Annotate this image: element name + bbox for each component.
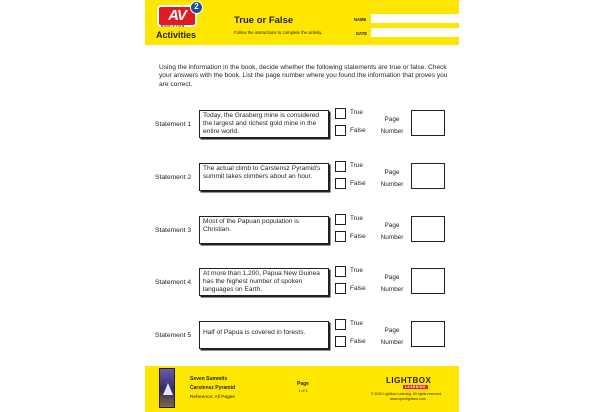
false-checkbox[interactable] <box>335 283 346 294</box>
true-checkbox[interactable] <box>335 108 346 119</box>
false-label: False <box>350 233 366 240</box>
false-label: False <box>350 338 366 345</box>
page-number-field[interactable] <box>411 321 445 347</box>
header-band <box>145 0 459 45</box>
activities-label: Activities <box>156 30 197 40</box>
lightbox-sublabel: LEARNING <box>405 385 426 389</box>
mountain-icon <box>163 383 173 395</box>
statement-text: Half of Papua is covered in forests. <box>199 321 329 349</box>
statement-row <box>145 163 459 193</box>
page-number-field[interactable] <box>411 216 445 242</box>
statement-text: At more than 1,200, Papua New Guinea has the highest number of spoken languages on Earth. <box>199 268 329 296</box>
true-checkbox[interactable] <box>335 214 346 225</box>
logo-text: AV <box>157 5 197 27</box>
av2-logo <box>157 2 201 29</box>
book-cover-image <box>159 368 175 408</box>
true-label: True <box>350 215 363 222</box>
true-checkbox[interactable] <box>335 161 346 172</box>
footer-band <box>145 366 459 412</box>
statement-row <box>145 321 459 351</box>
page-number-label: Page Number <box>380 116 404 135</box>
page-label: Page <box>297 381 309 387</box>
page-count: 1 of 1 <box>298 389 308 393</box>
statement-row <box>145 268 459 298</box>
statement-text: Today, the Grasberg mine is considered the largest and richest gold mine in the entire world. <box>199 110 329 138</box>
logo-number: 2 <box>190 1 203 14</box>
page-number-label: Page Number <box>380 274 404 293</box>
false-checkbox[interactable] <box>335 336 346 347</box>
true-label: True <box>350 162 363 169</box>
name-field[interactable] <box>371 14 459 23</box>
statement-label: Statement 1 <box>155 121 192 128</box>
true-label: True <box>350 109 363 116</box>
instructions-text: Follow the instructions to complete the activity. <box>234 30 323 35</box>
website-link[interactable]: www.openlightbox.com <box>390 397 426 401</box>
date-label: DATE <box>356 31 368 36</box>
page-number-field[interactable] <box>411 163 445 189</box>
false-label: False <box>350 180 366 187</box>
true-checkbox[interactable] <box>335 319 346 330</box>
name-label: NAME <box>354 17 367 22</box>
series-title: Seven Summits <box>190 376 228 382</box>
true-checkbox[interactable] <box>335 266 346 277</box>
lightbox-logo: LIGHTBOX <box>386 376 432 385</box>
page-number-field[interactable] <box>411 268 445 294</box>
page-number-label: Page Number <box>380 169 404 188</box>
false-checkbox[interactable] <box>335 125 346 136</box>
false-checkbox[interactable] <box>335 178 346 189</box>
date-field[interactable] <box>371 28 459 37</box>
false-label: False <box>350 285 366 292</box>
false-checkbox[interactable] <box>335 231 346 242</box>
page-number-label: Page Number <box>380 327 404 346</box>
statement-label: Statement 5 <box>155 332 192 339</box>
copyright-text: © 2020 Lightbox Learning. All rights reserved. <box>371 392 442 396</box>
statement-label: Statement 4 <box>155 279 192 286</box>
page-reference: Reference: All Pages <box>190 395 235 400</box>
statement-row <box>145 216 459 246</box>
statement-label: Statement 2 <box>155 174 192 181</box>
page-title: True or False <box>234 15 294 26</box>
intro-paragraph: Using the information in the book, decide whether the following statements are true or false. Check your answers with the book. List the page number where you found the information that proves you are correct. <box>159 64 448 88</box>
book-title: Carstensz Pyramid <box>190 385 236 391</box>
worksheet-page <box>145 0 459 412</box>
statement-label: Statement 3 <box>155 227 192 234</box>
statement-row <box>145 110 459 140</box>
page-number-field[interactable] <box>411 110 445 136</box>
page-number-label: Page Number <box>380 222 404 241</box>
statement-text: The actual climb to Carstensz Pyramid's summit takes climbers about an hour. <box>199 163 329 191</box>
statement-text: Most of the Papuan population is Christian. <box>199 216 329 244</box>
true-label: True <box>350 267 363 274</box>
false-label: False <box>350 127 366 134</box>
logo-subtext: NONFICTION <box>161 24 185 28</box>
true-label: True <box>350 320 363 327</box>
